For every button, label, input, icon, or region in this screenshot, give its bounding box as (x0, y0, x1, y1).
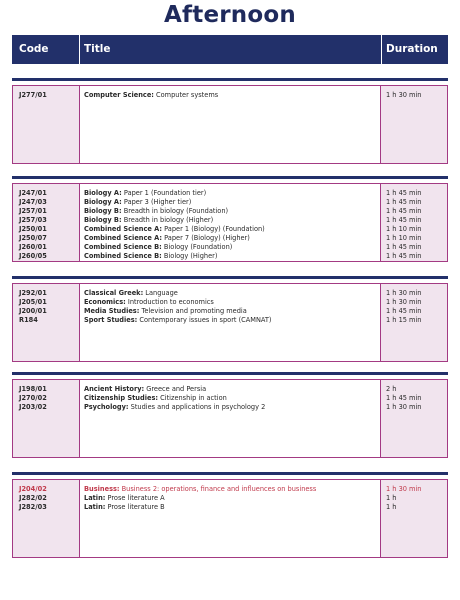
paper-duration: 1 h 45 min (386, 207, 422, 215)
paper-code: J292/01 (19, 289, 47, 297)
table-row (12, 234, 448, 243)
table-row (12, 385, 448, 394)
paper-code: J257/01 (19, 207, 47, 215)
table-row (12, 485, 448, 494)
paper-name: Paper 1 (Foundation tier) (121, 189, 207, 197)
table-row (12, 189, 448, 198)
paper-title (84, 207, 228, 216)
header-title: Title (84, 43, 111, 55)
paper-duration: 1 h 45 min (386, 198, 422, 206)
paper-duration: 1 h 30 min (386, 289, 422, 297)
subject-name: Latin: (84, 494, 106, 502)
table-header (12, 35, 448, 64)
table-row (12, 403, 448, 412)
subject-name: Citizenship Studies: (84, 394, 159, 402)
header-divider (79, 35, 80, 64)
paper-code: R184 (19, 316, 38, 324)
table-row (12, 289, 448, 298)
paper-duration: 1 h 45 min (386, 216, 422, 224)
subject-name: Combined Science B: (84, 252, 162, 260)
paper-name: Biology (Higher) (161, 252, 218, 260)
table-row (12, 307, 448, 316)
paper-duration: 1 h 30 min (386, 298, 422, 306)
paper-code: J282/03 (19, 503, 47, 511)
paper-duration: 1 h 45 min (386, 307, 422, 315)
paper-title (84, 225, 265, 234)
paper-code: J257/03 (19, 216, 47, 224)
paper-name: Breadth in biology (Foundation) (121, 207, 229, 215)
paper-code: J204/02 (19, 485, 47, 493)
subject-name: Media Studies: (84, 307, 140, 315)
paper-duration: 1 h 45 min (386, 243, 422, 251)
subject-name: Economics: (84, 298, 126, 306)
paper-name: Breadth in biology (Higher) (121, 216, 214, 224)
paper-title (84, 394, 227, 403)
subject-name: Ancient History: (84, 385, 145, 393)
paper-duration: 1 h 10 min (386, 225, 422, 233)
paper-title (84, 252, 217, 261)
paper-code: J250/01 (19, 225, 47, 233)
table-row (12, 394, 448, 403)
paper-title (84, 503, 165, 512)
exam-group (12, 78, 448, 164)
subject-name: Combined Science A: (84, 225, 163, 233)
paper-duration: 1 h 45 min (386, 394, 422, 402)
paper-title (84, 234, 250, 243)
paper-title (84, 485, 316, 494)
paper-name: Studies and applications in psychology 2 (128, 403, 266, 411)
paper-name: Television and promoting media (139, 307, 247, 315)
paper-code: J270/02 (19, 394, 47, 402)
table-row (12, 298, 448, 307)
paper-duration: 1 h 30 min (386, 403, 422, 411)
table-row (12, 216, 448, 225)
paper-name: Contemporary issues in sport (CAMNAT) (137, 316, 272, 324)
paper-duration: 2 h (386, 385, 397, 393)
paper-title (84, 243, 232, 252)
paper-duration: 1 h (386, 494, 397, 502)
paper-title (84, 189, 206, 198)
table-row (12, 225, 448, 234)
paper-title (84, 385, 206, 394)
subject-name: Sport Studies: (84, 316, 138, 324)
paper-code: J205/01 (19, 298, 47, 306)
table-row (12, 316, 448, 325)
paper-title (84, 216, 213, 225)
header-divider (381, 35, 382, 64)
table-row (12, 494, 448, 503)
paper-name: Paper 7 (Biology) (Higher) (162, 234, 250, 242)
subject-name: Psychology: (84, 403, 129, 411)
subject-name: Biology A: (84, 189, 122, 197)
paper-name: Business 2: operations, finance and influences on business (119, 485, 317, 493)
subject-name: Biology B: (84, 207, 122, 215)
paper-duration: 1 h 15 min (386, 316, 422, 324)
header-duration: Duration (386, 43, 438, 55)
paper-duration: 1 h 45 min (386, 252, 422, 260)
table-row (12, 207, 448, 216)
paper-name: Greece and Persia (144, 385, 207, 393)
paper-code: J203/02 (19, 403, 47, 411)
paper-title (84, 307, 247, 316)
paper-duration: 1 h 45 min (386, 189, 422, 197)
paper-code: J198/01 (19, 385, 47, 393)
exam-group (12, 276, 448, 362)
table-row (12, 252, 448, 261)
table-row (12, 198, 448, 207)
paper-title (84, 91, 218, 100)
paper-duration: 1 h 30 min (386, 91, 422, 99)
paper-name: Prose literature A (105, 494, 165, 502)
paper-code: J260/05 (19, 252, 47, 260)
paper-title (84, 198, 191, 207)
subject-name: Combined Science A: (84, 234, 163, 242)
table-row (12, 503, 448, 512)
paper-name: Language (143, 289, 178, 297)
page-title: Afternoon (164, 2, 296, 28)
paper-duration: 1 h 10 min (386, 234, 422, 242)
paper-title (84, 494, 165, 503)
paper-name: Prose literature B (105, 503, 165, 511)
paper-name: Biology (Foundation) (161, 243, 233, 251)
paper-duration: 1 h (386, 503, 397, 511)
paper-code: J200/01 (19, 307, 47, 315)
paper-title (84, 316, 272, 325)
subject-name: Combined Science B: (84, 243, 162, 251)
paper-code: J282/02 (19, 494, 47, 502)
paper-code: J260/01 (19, 243, 47, 251)
exam-group (12, 372, 448, 458)
subject-name: Latin: (84, 503, 106, 511)
table-row (12, 91, 448, 100)
paper-name: Computer systems (153, 91, 219, 99)
paper-name: Paper 3 (Higher tier) (121, 198, 192, 206)
paper-title (84, 403, 265, 412)
subject-name: Computer Science: (84, 91, 154, 99)
paper-title (84, 298, 214, 307)
subject-name: Biology A: (84, 198, 122, 206)
exam-group (12, 176, 448, 262)
paper-name: Introduction to economics (125, 298, 214, 306)
paper-code: J247/03 (19, 198, 47, 206)
table-row (12, 243, 448, 252)
subject-name: Business: (84, 485, 120, 493)
header-code: Code (19, 43, 49, 55)
subject-name: Biology B: (84, 216, 122, 224)
paper-code: J250/07 (19, 234, 47, 242)
paper-title (84, 289, 178, 298)
paper-duration: 1 h 30 min (386, 485, 422, 493)
paper-code: J277/01 (19, 91, 47, 99)
paper-name: Paper 1 (Biology) (Foundation) (162, 225, 265, 233)
paper-name: Citizenship in action (158, 394, 227, 402)
exam-group (12, 472, 448, 558)
subject-name: Classical Greek: (84, 289, 144, 297)
paper-code: J247/01 (19, 189, 47, 197)
